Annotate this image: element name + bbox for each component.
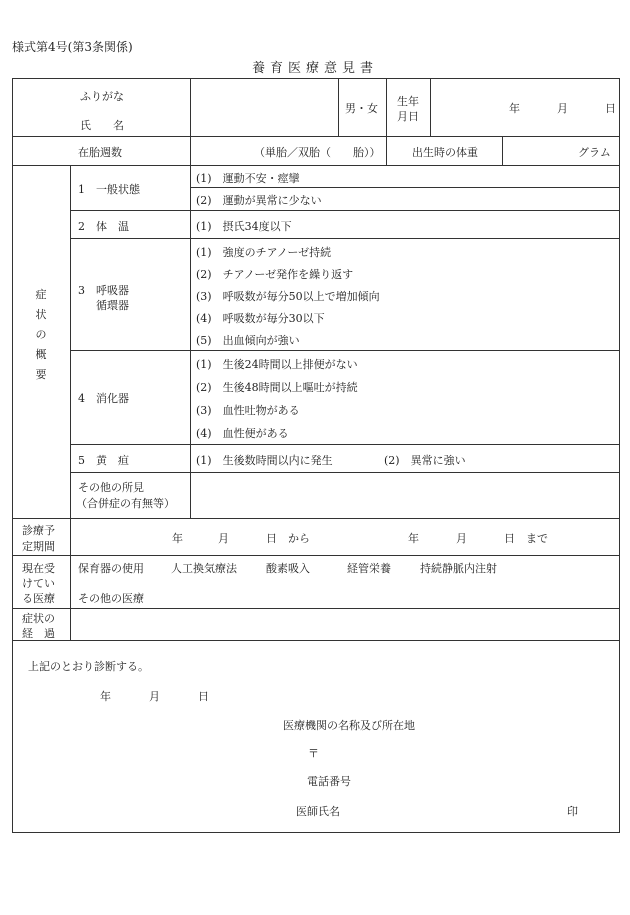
circulatory-label: 循環器 bbox=[96, 299, 129, 312]
form-number-label: 様式第4号(第3条関係) bbox=[12, 40, 133, 54]
rule bbox=[338, 78, 339, 136]
rule bbox=[12, 608, 620, 609]
general-item: (2) 運動が異常に少ない bbox=[196, 194, 322, 207]
other-findings-label: その他の所見 bbox=[78, 481, 144, 494]
rule bbox=[386, 136, 387, 165]
doctor-name-label: 医師氏名 bbox=[296, 805, 340, 818]
sign-day: 日 bbox=[198, 690, 209, 703]
rule bbox=[12, 640, 620, 641]
general-state-label: 1 一般状態 bbox=[78, 183, 140, 196]
institution-label: 医療機関の名称及び所在地 bbox=[283, 719, 415, 732]
sign-month: 月 bbox=[149, 690, 160, 703]
respiratory-item: (3) 呼吸数が毎分50以上で増加傾向 bbox=[196, 290, 380, 303]
symptoms-section-label: 症 状 の 概 要 bbox=[35, 288, 47, 381]
dob-day: 日 bbox=[605, 102, 616, 115]
period-to-month: 月 bbox=[456, 532, 467, 545]
gram-unit: グラム bbox=[578, 146, 611, 159]
rule bbox=[386, 78, 387, 136]
rule bbox=[70, 210, 620, 211]
sign-year: 年 bbox=[100, 690, 111, 703]
document-title: 養育医療意見書 bbox=[251, 61, 378, 76]
current-treatment-label: 現在受 bbox=[22, 562, 55, 575]
treatment-item: 経管栄養 bbox=[347, 562, 391, 575]
digestive-item: (3) 血性吐物がある bbox=[196, 404, 300, 417]
dob-month: 月 bbox=[557, 102, 568, 115]
dob-year: 年 bbox=[509, 102, 520, 115]
digestive-label: 4 消化器 bbox=[78, 392, 129, 405]
jaundice-item: (2) 異常に強い bbox=[384, 454, 466, 467]
temperature-item: (1) 摂氏34度以下 bbox=[196, 220, 292, 233]
phone-label: 電話番号 bbox=[307, 775, 351, 788]
rule bbox=[70, 444, 620, 445]
furigana-label: ふりがな bbox=[80, 90, 124, 103]
rule bbox=[12, 136, 620, 137]
postal-mark: 〒 bbox=[308, 747, 319, 760]
seal-mark: 印 bbox=[567, 805, 578, 818]
jaundice-label: 5 黄 疸 bbox=[78, 454, 129, 467]
planned-period-label: 診療予 bbox=[22, 524, 55, 537]
respiratory-label: 3 呼吸器 bbox=[78, 284, 129, 297]
gestation-label: 在胎週数 bbox=[78, 146, 122, 159]
birth-type: （単胎／双胎（ 胎）） bbox=[254, 146, 381, 159]
rule bbox=[190, 187, 620, 188]
rule bbox=[190, 78, 191, 165]
respiratory-item: (4) 呼吸数が毎分30以下 bbox=[196, 312, 325, 325]
period-to-day: 日 まで bbox=[504, 532, 548, 545]
period-to-year: 年 bbox=[408, 532, 419, 545]
name-label: 氏 名 bbox=[80, 119, 124, 132]
rule bbox=[12, 555, 620, 556]
rule bbox=[70, 472, 620, 473]
period-from-month: 月 bbox=[218, 532, 229, 545]
rule bbox=[190, 165, 191, 518]
current-treatment-label: る医療 bbox=[22, 592, 55, 605]
course-label: 経 過 bbox=[22, 627, 55, 640]
dob-label: 月日 bbox=[397, 110, 419, 123]
rule bbox=[430, 78, 431, 136]
current-treatment-label: けてい bbox=[22, 577, 55, 590]
digestive-item: (2) 生後48時間以上嘔吐が持続 bbox=[196, 381, 358, 394]
rule bbox=[502, 136, 503, 165]
treatment-item: 酸素吸入 bbox=[266, 562, 310, 575]
sex-option: 男・女 bbox=[345, 102, 378, 115]
temperature-label: 2 体 温 bbox=[78, 220, 129, 233]
respiratory-item: (1) 強度のチアノーゼ持続 bbox=[196, 246, 332, 259]
planned-period-label: 定期間 bbox=[22, 540, 55, 553]
respiratory-item: (5) 出血傾向が強い bbox=[196, 334, 300, 347]
rule bbox=[70, 238, 620, 239]
treatment-item: 人工換気療法 bbox=[171, 562, 237, 575]
treatment-item: 保育器の使用 bbox=[78, 562, 144, 575]
jaundice-item: (1) 生後数時間以内に発生 bbox=[196, 454, 333, 467]
birth-weight-label: 出生時の体重 bbox=[412, 146, 478, 159]
other-treatment-label: その他の医療 bbox=[78, 592, 144, 605]
complications-label: （合併症の有無等） bbox=[76, 497, 175, 510]
digestive-item: (1) 生後24時間以上排便がない bbox=[196, 358, 358, 371]
course-label: 症状の bbox=[22, 612, 55, 625]
rule bbox=[70, 350, 620, 351]
rule bbox=[12, 518, 620, 519]
diagnosis-statement: 上記のとおり診断する。 bbox=[28, 660, 149, 673]
rule bbox=[70, 165, 71, 640]
rule bbox=[12, 165, 620, 166]
dob-label: 生年 bbox=[397, 95, 419, 108]
digestive-item: (4) 血性便がある bbox=[196, 427, 289, 440]
period-from-day: 日 から bbox=[266, 532, 310, 545]
treatment-item: 持続静脈内注射 bbox=[420, 562, 497, 575]
respiratory-item: (2) チアノーゼ発作を繰り返す bbox=[196, 268, 354, 281]
period-from-year: 年 bbox=[172, 532, 183, 545]
general-item: (1) 運動不安・痙攣 bbox=[196, 172, 300, 185]
